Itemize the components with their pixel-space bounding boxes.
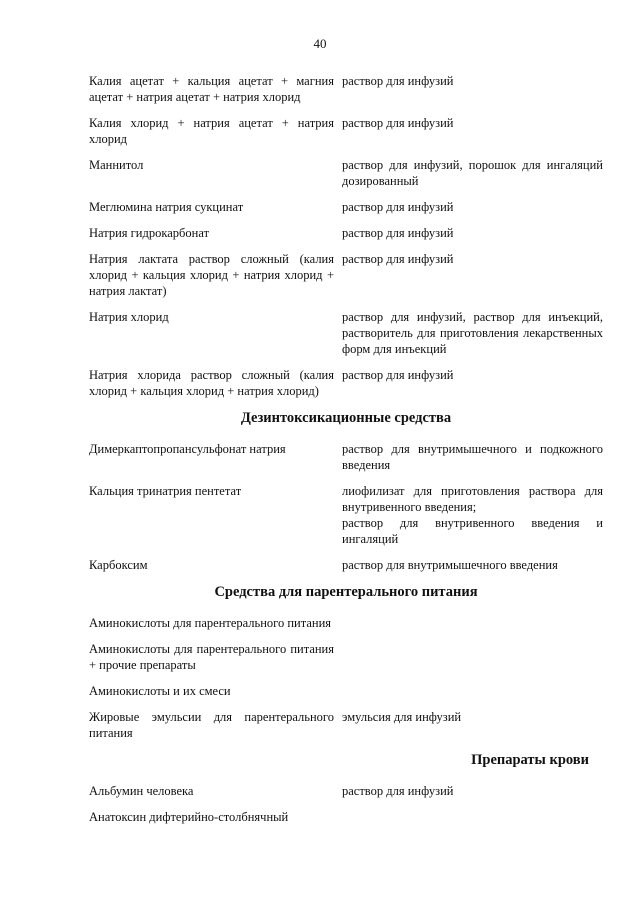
drug-name: Натрия гидрокарбонат (89, 226, 210, 240)
dosage-forms (342, 641, 603, 673)
drug-entry (89, 115, 603, 147)
drug-name: Аминокислоты для парентерального питания (89, 616, 332, 630)
entry-group-detox (89, 441, 603, 573)
dosage-forms (342, 157, 603, 189)
drug-name: Димеркаптопропансульфонат натрия (89, 442, 286, 456)
dosage-form: раствор для инфузий, порошок для ингаляций дозированный (342, 158, 603, 188)
dosage-forms (342, 199, 603, 215)
drug-name: Анатоксин дифтерийно-столбнячный (89, 810, 289, 824)
drug-entry (89, 251, 603, 299)
drug-entry (89, 367, 603, 399)
drug-entry (89, 557, 603, 573)
dosage-forms (342, 309, 603, 357)
dosage-forms (342, 73, 603, 105)
dosage-form: лиофилизат для приготовления раствора для внутривенного введения; (342, 484, 603, 514)
drug-name: Альбумин человека (89, 784, 194, 798)
drug-entry (89, 783, 603, 799)
section-heading-detox: Дезинтоксикационные средства (240, 410, 452, 426)
section-heading-blood: Препараты крови (471, 752, 589, 768)
drug-name: Карбоксим (89, 558, 148, 572)
drug-entry (89, 683, 603, 699)
dosage-forms (342, 483, 603, 547)
drug-name: Калия хлорид + натрия ацетат + натрия хлорид (89, 116, 334, 146)
drug-entry (89, 157, 603, 189)
drug-entry (89, 309, 603, 357)
entry-group-blood (89, 783, 603, 825)
drug-entry (89, 641, 603, 673)
drug-name: Натрия лактата раствор сложный (калия хлорид + кальция хлорид + натрия хлорид + натрия лактат) (89, 252, 334, 298)
drug-name: Натрия хлорида раствор сложный (калия хлорид + кальция хлорид + натрия хлорид) (89, 368, 334, 398)
drug-entry (89, 709, 603, 741)
drug-entry (89, 809, 603, 825)
page-number: 40 (313, 36, 327, 51)
dosage-forms (342, 251, 603, 299)
drug-name: Маннитол (89, 158, 144, 172)
drug-name: Кальция тринатрия пентетат (89, 484, 242, 498)
dosage-forms (342, 683, 603, 699)
dosage-forms (342, 709, 603, 741)
dosage-form: раствор для инфузий (342, 200, 454, 214)
dosage-form: раствор для внутримышечного и подкожного введения (342, 442, 603, 472)
dosage-forms (342, 441, 603, 473)
dosage-form: раствор для инфузий (342, 252, 454, 266)
drug-name: Калия ацетат + кальция ацетат + магния ацетат + натрия ацетат + натрия хлорид (89, 74, 334, 104)
drug-name: Натрия хлорид (89, 310, 169, 324)
section-heading-parenteral: Средства для парентерального питания (214, 584, 478, 600)
drug-entry (89, 199, 603, 215)
drug-entry (89, 483, 603, 547)
dosage-form: раствор для инфузий (342, 784, 454, 798)
dosage-form: раствор для инфузий (342, 226, 454, 240)
dosage-form: раствор для инфузий (342, 74, 454, 88)
drug-list (89, 73, 603, 835)
dosage-form: эмульсия для инфузий (342, 710, 462, 724)
dosage-forms (342, 115, 603, 147)
drug-entry (89, 225, 603, 241)
drug-entry (89, 441, 603, 473)
drug-entry (89, 73, 603, 105)
drug-name: Жировые эмульсии для парентерального питания (89, 710, 334, 740)
dosage-form: раствор для инфузий (342, 116, 454, 130)
dosage-forms (342, 225, 603, 241)
dosage-forms (342, 809, 603, 825)
entry-group-parenteral (89, 615, 603, 741)
dosage-form: раствор для внутримышечного введения (342, 558, 558, 572)
dosage-form: раствор для инфузий (342, 368, 454, 382)
dosage-forms (342, 367, 603, 399)
dosage-forms (342, 783, 603, 799)
drug-name: Аминокислоты для парентерального питания + прочие препараты (89, 642, 334, 672)
dosage-form: раствор для инфузий, раствор для инъекций, растворитель для приготовления лекарственных форм для инъекций (342, 310, 603, 356)
drug-name: Аминокислоты и их смеси (89, 684, 231, 698)
dosage-forms (342, 615, 603, 631)
drug-entry (89, 615, 603, 631)
drug-name: Меглюмина натрия сукцинат (89, 200, 244, 214)
dosage-forms (342, 557, 603, 573)
entry-group-electrolytes (89, 73, 603, 399)
dosage-form: раствор для внутривенного введения и ингаляций (342, 516, 603, 546)
